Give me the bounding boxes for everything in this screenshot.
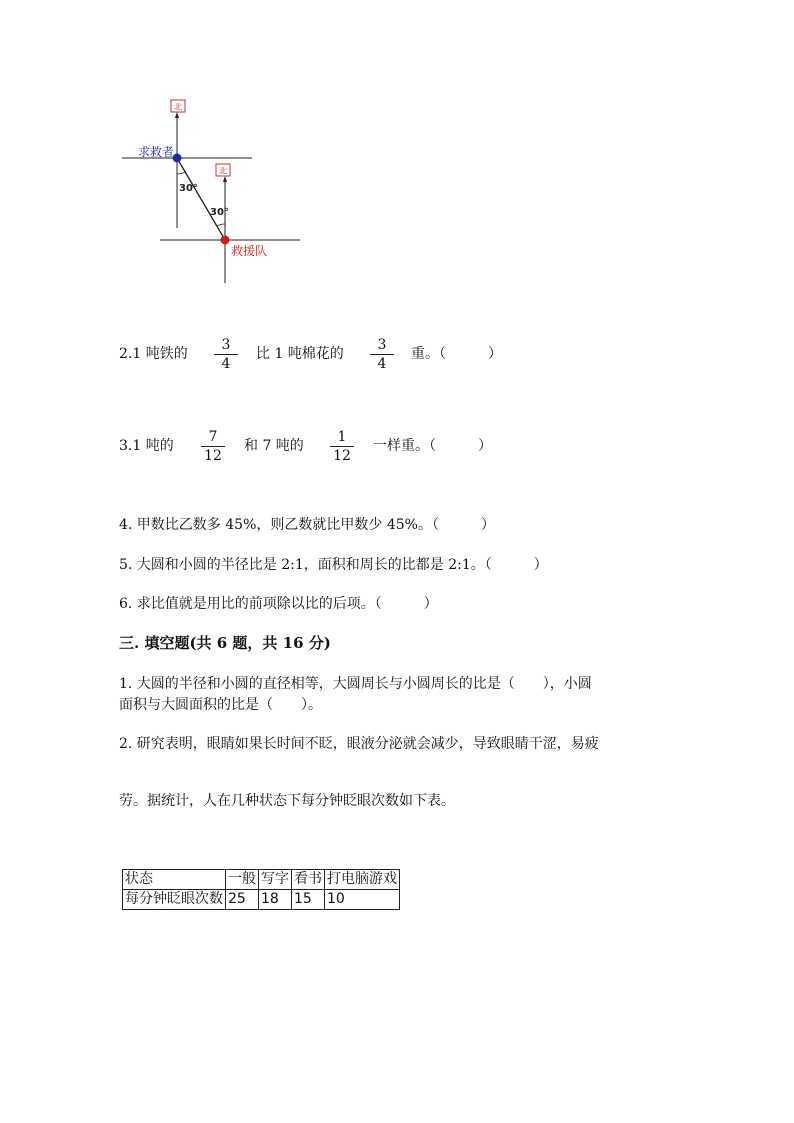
q3-frac2-den: 12 bbox=[333, 448, 351, 464]
section-3-heading: 三. 填空题(共 6 题，共 16 分) bbox=[119, 634, 331, 652]
arrow-head-1 bbox=[175, 112, 179, 118]
q2-text-2: 比 1 吨棉花的 bbox=[256, 346, 344, 362]
table-header-cell: 打电脑游戏 bbox=[325, 870, 400, 890]
fill-1-line-1: 1. 大圆的半径和小圆的直径相等，大圆周长与小圆周长的比是（ ），小圆 bbox=[119, 676, 592, 692]
fill-2-line-1: 2. 研究表明，眼睛如果长时间不眨，眼液分泌就会减少，导致眼睛干涩，易疲 bbox=[119, 736, 599, 752]
arrow-head-2 bbox=[223, 176, 227, 182]
q3-text-1: 3.1 吨的 bbox=[119, 438, 174, 454]
table-header-cell: 看书 bbox=[292, 870, 325, 890]
q2-frac2-num: 3 bbox=[377, 337, 387, 353]
q2-text-1: 2.1 吨铁的 bbox=[119, 346, 188, 362]
north-label-2: 北 bbox=[219, 166, 227, 176]
question-6: 6. 求比值就是用比的前项除以比的后项。（ ） bbox=[119, 596, 438, 612]
table-cell: 18 bbox=[259, 890, 292, 910]
angle-label-1: 30° bbox=[179, 183, 198, 194]
seeker-label: 求救者 bbox=[138, 145, 175, 159]
q3-fraction-1 bbox=[201, 430, 225, 463]
table-header-cell: 状态 bbox=[123, 870, 226, 890]
q2-frac1-bar bbox=[214, 354, 238, 355]
fill-1-line-2: 面积与大圆面积的比是（ ）。 bbox=[119, 697, 322, 713]
fill-2-line-2: 劳。据统计，人在几种状态下每分钟眨眼次数如下表。 bbox=[119, 793, 455, 809]
q3-frac1-num: 7 bbox=[208, 429, 218, 445]
q3-frac1-bar bbox=[201, 446, 225, 447]
q3-fraction-2 bbox=[330, 430, 354, 463]
angle-label-2: 30° bbox=[210, 207, 229, 218]
q2-frac2-den: 4 bbox=[377, 356, 387, 372]
question-4: 4. 甲数比乙数多 45%，则乙数就比甲数少 45%。（ ） bbox=[119, 517, 495, 533]
q3-frac1-den: 12 bbox=[204, 448, 222, 464]
table-cell: 每分钟眨眼次数 bbox=[123, 890, 226, 910]
q2-text-3: 重。（ ） bbox=[411, 346, 502, 362]
table-cell: 15 bbox=[292, 890, 325, 910]
angle-arc-1 bbox=[177, 172, 185, 174]
north-label-1: 北 bbox=[174, 102, 182, 112]
q2-fraction-2 bbox=[370, 338, 394, 371]
q3-frac2-bar bbox=[330, 446, 354, 447]
table-row bbox=[123, 890, 400, 910]
question-5: 5. 大圆和小圆的半径比是 2:1，面积和周长的比都是 2:1。（ ） bbox=[119, 557, 548, 573]
q3-frac2-num: 1 bbox=[337, 429, 347, 445]
q2-fraction-1 bbox=[214, 338, 238, 371]
q2-frac2-bar bbox=[370, 354, 394, 355]
q3-text-2: 和 7 吨的 bbox=[244, 438, 304, 454]
table-cell: 10 bbox=[325, 890, 400, 910]
table-cell: 25 bbox=[226, 890, 259, 910]
q2-frac1-num: 3 bbox=[221, 337, 231, 353]
table-header-row bbox=[123, 870, 400, 890]
angle-arc-2 bbox=[217, 224, 225, 226]
blink-table bbox=[122, 869, 400, 910]
rescue-point bbox=[221, 236, 230, 245]
table-header-cell: 一般 bbox=[226, 870, 259, 890]
rescue-label: 救援队 bbox=[231, 244, 268, 258]
q2-frac1-den: 4 bbox=[221, 356, 231, 372]
table-header-cell: 写字 bbox=[259, 870, 292, 890]
direction-diagram bbox=[0, 0, 330, 300]
q3-text-3: 一样重。（ ） bbox=[373, 438, 492, 454]
